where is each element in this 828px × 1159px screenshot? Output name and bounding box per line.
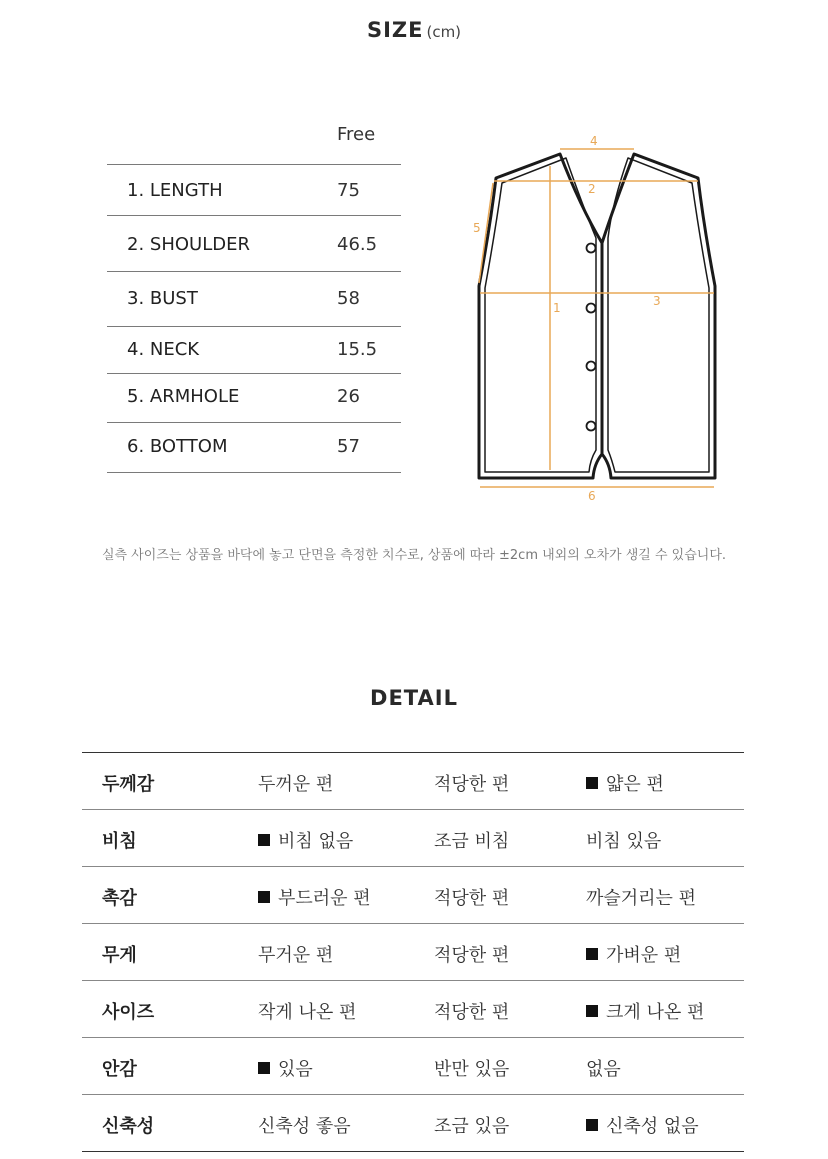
option-label: 조금 있음	[434, 1116, 510, 1137]
selected-marker-icon	[586, 1119, 598, 1131]
option-label: 적당한 편	[434, 774, 510, 795]
detail-option	[586, 1055, 621, 1081]
size-label: 2. SHOULDER	[127, 234, 250, 255]
option-label: 부드러운 편	[278, 888, 371, 909]
detail-option	[586, 941, 681, 967]
vest-outline	[479, 154, 715, 478]
size-row-neck	[107, 326, 401, 373]
size-value: 15.5	[337, 339, 378, 360]
option-label: 얇은 편	[606, 774, 664, 795]
detail-option	[258, 827, 353, 853]
option-label: 없음	[586, 1059, 621, 1080]
detail-option	[258, 1112, 351, 1138]
detail-row-sheerness	[82, 810, 744, 867]
detail-row-name: 안감	[102, 1059, 137, 1080]
option-label: 적당한 편	[434, 1002, 510, 1023]
measure-line-armhole	[479, 183, 493, 283]
size-label: 3. BUST	[127, 288, 198, 309]
size-table	[107, 164, 401, 473]
measure-number: 2	[588, 182, 596, 196]
size-column-header: Free	[337, 124, 376, 145]
size-label: 6. BOTTOM	[127, 436, 228, 457]
detail-option	[586, 827, 661, 853]
option-label: 반만 있음	[434, 1059, 510, 1080]
button-icon	[587, 362, 596, 371]
size-value: 46.5	[337, 234, 378, 255]
size-row-bottom	[107, 422, 401, 473]
detail-option	[434, 998, 509, 1024]
option-label: 신축성 없음	[606, 1116, 699, 1137]
option-label: 적당한 편	[434, 888, 510, 909]
detail-option	[434, 884, 509, 910]
detail-option	[434, 827, 509, 853]
size-label: 4. NECK	[127, 339, 200, 360]
measure-number: 3	[653, 294, 661, 308]
vest-inner-trim	[485, 158, 709, 472]
option-label: 무거운 편	[258, 945, 334, 966]
detail-option	[258, 941, 333, 967]
size-row-shoulder	[107, 215, 401, 271]
detail-row-weight	[82, 924, 744, 981]
detail-row-thickness	[82, 753, 744, 810]
detail-row-name: 신축성	[102, 1116, 155, 1137]
detail-option	[586, 1112, 699, 1138]
detail-row-stretch	[82, 1095, 744, 1152]
size-value: 57	[337, 436, 360, 457]
size-title-text: SIZE	[366, 18, 424, 42]
detail-row-name: 두께감	[102, 774, 155, 795]
size-label: 5. ARMHOLE	[127, 386, 240, 407]
detail-option	[258, 770, 333, 796]
detail-option	[258, 884, 371, 910]
measure-number: 1	[553, 301, 561, 315]
size-row-bust	[107, 271, 401, 326]
option-label: 신축성 좋음	[258, 1116, 351, 1137]
size-unit: (cm)	[426, 23, 462, 41]
detail-option	[434, 941, 509, 967]
detail-option	[434, 1055, 509, 1081]
detail-table	[82, 752, 744, 1152]
detail-row-name: 무게	[102, 945, 137, 966]
button-icon	[587, 304, 596, 313]
detail-option	[586, 998, 704, 1024]
vest-measurement-diagram	[466, 128, 728, 503]
option-label: 가벼운 편	[606, 945, 682, 966]
selected-marker-icon	[586, 777, 598, 789]
size-value: 75	[337, 180, 360, 201]
option-label: 있음	[278, 1059, 313, 1080]
selected-marker-icon	[586, 948, 598, 960]
size-note: 실측 사이즈는 상품을 바닥에 놓고 단면을 측정한 치수로, 상품에 따라 ±2cm 내외의 오차가 생길 수 있습니다.	[101, 548, 727, 563]
detail-option	[586, 770, 664, 796]
option-label: 두꺼운 편	[258, 774, 334, 795]
detail-row-name: 촉감	[102, 888, 137, 909]
option-label: 조금 비침	[434, 831, 510, 852]
selected-marker-icon	[258, 891, 270, 903]
option-label: 크게 나온 편	[606, 1002, 705, 1023]
size-row-length	[107, 164, 401, 215]
size-label: 1. LENGTH	[127, 180, 223, 201]
detail-row-name: 사이즈	[102, 1002, 155, 1023]
detail-option	[434, 1112, 509, 1138]
size-row-armhole	[107, 373, 401, 422]
selected-marker-icon	[258, 1062, 270, 1074]
measure-number: 4	[590, 134, 598, 148]
detail-option	[258, 1055, 313, 1081]
size-section-title	[0, 18, 828, 42]
size-value: 58	[337, 288, 360, 309]
detail-row-lining	[82, 1038, 744, 1095]
vest-buttons	[587, 244, 596, 431]
detail-option	[434, 770, 509, 796]
detail-row-name: 비침	[102, 831, 137, 852]
detail-section-title: DETAIL	[370, 686, 458, 710]
measure-number: 6	[588, 489, 596, 503]
measure-number: 5	[473, 221, 481, 235]
option-label: 적당한 편	[434, 945, 510, 966]
selected-marker-icon	[258, 834, 270, 846]
option-label: 비침 없음	[278, 831, 354, 852]
button-icon	[587, 244, 596, 253]
option-label: 작게 나온 편	[258, 1002, 357, 1023]
option-label: 까슬거리는 편	[586, 888, 697, 909]
detail-row-fit	[82, 981, 744, 1038]
option-label: 비침 있음	[586, 831, 662, 852]
detail-row-texture	[82, 867, 744, 924]
size-value: 26	[337, 386, 360, 407]
selected-marker-icon	[586, 1005, 598, 1017]
detail-option	[258, 998, 356, 1024]
button-icon	[587, 422, 596, 431]
detail-option	[586, 884, 696, 910]
